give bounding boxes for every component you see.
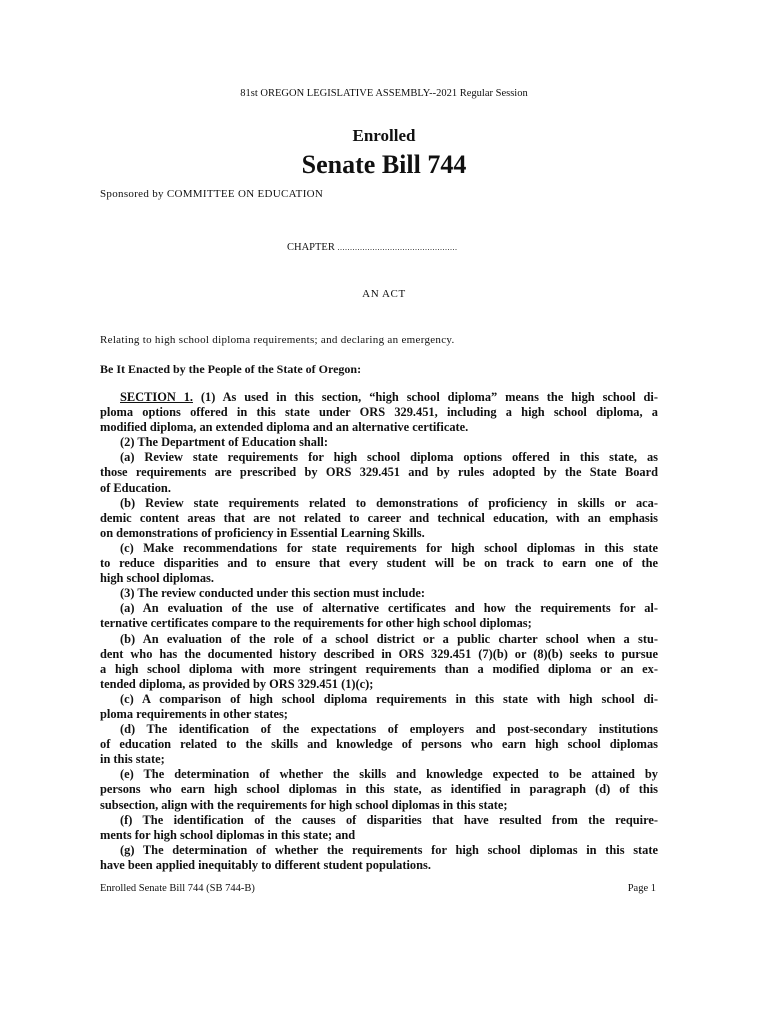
section-line: in this state; [100, 752, 165, 767]
page-number: Page 1 [627, 883, 656, 894]
section-line: ploma requirements in other states; [100, 706, 288, 721]
section-line: of education related to the skills and knowledge of persons who earn high school diplomas [100, 737, 658, 752]
section-line: tended diploma, as provided by ORS 329.451 (1)(c); [100, 676, 374, 691]
section-line: to reduce disparities and to ensure that every student will be on track to earn one of the [100, 556, 658, 571]
section-line: (e) The determination of whether the skills and knowledge expected to be attained by [120, 767, 658, 782]
section-line: (g) The determination of whether the requirements for high school diplomas in this state [120, 842, 658, 857]
section-line: (c) A comparison of high school diploma requirements in this state with high school di- [120, 691, 658, 706]
section-line: (b) Review state requirements related to demonstrations of proficiency in skills or aca- [120, 495, 658, 510]
section-line: ments for high school diplomas in this state; and [100, 827, 356, 842]
section-line: (a) An evaluation of the use of alternative certificates and how the requirements for al- [120, 601, 658, 616]
section-line: ploma options offered in this state under ORS 329.451, including a high school diploma, a [100, 405, 658, 420]
section-line: subsection, align with the requirements for high school diplomas in this state; [100, 797, 508, 812]
section-line: a high school diploma with more stringent requirements than a modified diploma or an ex- [100, 661, 658, 676]
section-line: persons who earn high school diplomas in this state, as identified in paragraph (d) of this [100, 782, 658, 797]
section-line: demic content areas that are not related to career and technical education, with an emphasis [100, 510, 658, 525]
act-heading: AN ACT [362, 288, 406, 300]
section-line: (c) Make recommendations for state requirements for high school diplomas in this state [120, 540, 658, 555]
chapter-dots: ................................................ [337, 243, 458, 252]
section-line: SECTION 1. (1) As used in this section, “high school diploma” means the high school di- [120, 390, 658, 404]
sponsor-line: Sponsored by COMMITTEE ON EDUCATION [100, 188, 324, 200]
section-line: modified diploma, an extended diploma and an alternative certificate. [100, 420, 469, 435]
section-line: (3) The review conducted under this section must include: [120, 586, 425, 601]
section-line: have been applied inequitably to different student populations. [100, 857, 431, 872]
bill-title: Senate Bill 744 [301, 150, 467, 179]
section-line: (b) An evaluation of the role of a school district or a public charter school when a stu- [120, 631, 658, 646]
session-header: 81st OREGON LEGISLATIVE ASSEMBLY--2021 Regular Session [240, 88, 528, 99]
section-line: those requirements are prescribed by ORS 329.451 and by rules adopted by the State Board [100, 465, 658, 480]
section-line: high school diplomas. [100, 571, 214, 586]
relating-clause: Relating to high school diploma requirements; and declaring an emergency. [100, 334, 455, 346]
section-line: on demonstrations of proficiency in Essential Learning Skills. [100, 525, 425, 540]
section-label: SECTION 1. [120, 390, 193, 404]
enacting-clause: Be It Enacted by the People of the State of Oregon: [100, 362, 362, 376]
section-line: (f) The identification of the causes of disparities that have resulted from the require- [120, 812, 658, 827]
section-line: (d) The identification of the expectations of employers and post-secondary institutions [120, 722, 658, 737]
section-line: (a) Review state requirements for high school diploma options offered in this state, as [120, 450, 658, 465]
chapter-line [287, 242, 457, 253]
section-line: ternative certificates compare to the requirements for other high school diplomas; [100, 616, 532, 631]
section-line: of Education. [100, 480, 171, 495]
section-1-body [100, 390, 658, 873]
section-line: (2) The Department of Education shall: [120, 435, 329, 450]
footer-bill-id: Enrolled Senate Bill 744 (SB 744-B) [100, 883, 255, 894]
section-line: dent who has the documented history described in ORS 329.451 (7)(b) or (8)(b) seeks to pursue [100, 646, 658, 661]
chapter-label: CHAPTER [287, 242, 335, 253]
enrolled-label: Enrolled [352, 126, 416, 145]
